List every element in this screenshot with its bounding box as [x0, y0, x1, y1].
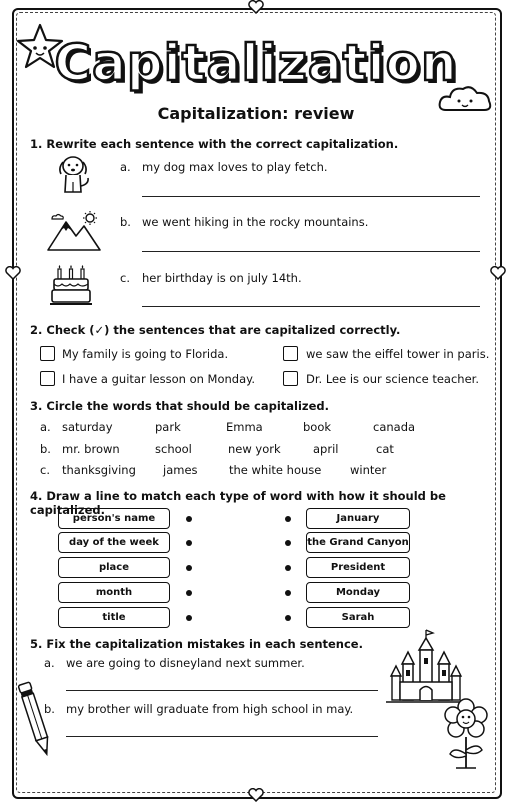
q3-word[interactable]: april: [313, 442, 339, 456]
q3-word[interactable]: new york: [228, 442, 281, 456]
mountains-icon: [46, 210, 102, 252]
q5-sentence-b: my brother will graduate from high school in may.: [66, 702, 354, 716]
match-left-item[interactable]: title: [58, 607, 170, 628]
match-left-item[interactable]: person's name: [58, 508, 170, 529]
q1-sentence-a: my dog max loves to play fetch.: [142, 160, 328, 174]
cake-icon: [50, 264, 92, 308]
q5-answer-line-b[interactable]: [66, 736, 378, 737]
q3-word[interactable]: thanksgiving: [62, 463, 136, 477]
heart-icon: [490, 266, 506, 280]
match-left-item[interactable]: place: [58, 557, 170, 578]
match-right-item[interactable]: Sarah: [306, 607, 410, 628]
q3-word[interactable]: park: [155, 420, 181, 434]
q1-answer-line-b[interactable]: [142, 251, 480, 252]
match-left-item[interactable]: day of the week: [58, 532, 170, 553]
q2-heading: 2. Check (✓) the sentences that are capitalized correctly.: [30, 323, 401, 337]
q1-heading: 1. Rewrite each sentence with the correct capitalization.: [30, 137, 399, 151]
worksheet-subtitle: Capitalization: review: [157, 104, 355, 123]
pencil-icon: [18, 676, 52, 760]
q2-option-3: I have a guitar lesson on Monday.: [62, 372, 255, 386]
q3-word[interactable]: winter: [350, 463, 387, 477]
match-left-dot[interactable]: [186, 565, 192, 571]
checkbox-option-3[interactable]: [40, 371, 55, 386]
q5-letter-b: b.: [44, 702, 55, 716]
match-right-dot[interactable]: [285, 540, 291, 546]
q3-word[interactable]: canada: [373, 420, 416, 434]
q3-letter-c: c.: [40, 463, 50, 477]
q3-word[interactable]: james: [163, 463, 198, 477]
match-right-dot[interactable]: [285, 516, 291, 522]
q1-answer-line-c[interactable]: [142, 306, 480, 307]
match-right-dot[interactable]: [285, 615, 291, 621]
q3-word[interactable]: cat: [376, 442, 394, 456]
q5-answer-line-a[interactable]: [66, 690, 378, 691]
match-right-item[interactable]: Monday: [306, 582, 410, 603]
match-right-dot[interactable]: [285, 590, 291, 596]
checkbox-option-2[interactable]: [283, 346, 298, 361]
heart-icon: [5, 266, 21, 280]
q1-sentence-b: we went hiking in the rocky mountains.: [142, 215, 369, 229]
q5-heading: 5. Fix the capitalization mistakes in each sentence.: [30, 637, 363, 651]
q4-heading: 4. Draw a line to match each type of word with how it should be capitalized.: [30, 489, 446, 517]
q3-word[interactable]: mr. brown: [62, 442, 120, 456]
worksheet-title: Capitalization: [54, 34, 458, 92]
q3-word[interactable]: saturday: [62, 420, 113, 434]
match-right-dot[interactable]: [285, 565, 291, 571]
match-left-dot[interactable]: [186, 540, 192, 546]
q1-letter-b: b.: [120, 215, 131, 229]
match-right-item[interactable]: the Grand Canyon: [306, 532, 410, 553]
match-left-item[interactable]: month: [58, 582, 170, 603]
match-left-dot[interactable]: [186, 590, 192, 596]
dog-icon: [50, 152, 96, 198]
q1-letter-a: a.: [120, 160, 131, 174]
q2-option-2: we saw the eiffel tower in paris.: [306, 347, 490, 361]
match-right-item[interactable]: President: [306, 557, 410, 578]
checkbox-option-4[interactable]: [283, 371, 298, 386]
match-left-dot[interactable]: [186, 615, 192, 621]
match-left-dot[interactable]: [186, 516, 192, 522]
q3-word[interactable]: the white house: [229, 463, 322, 477]
q3-heading: 3. Circle the words that should be capitalized.: [30, 399, 330, 413]
q3-word[interactable]: book: [303, 420, 332, 434]
castle-icon: [386, 628, 466, 704]
q1-sentence-c: her birthday is on july 14th.: [142, 271, 302, 285]
q3-word[interactable]: Emma: [226, 420, 263, 434]
q3-letter-a: a.: [40, 420, 51, 434]
q2-option-1: My family is going to Florida.: [62, 347, 229, 361]
heart-icon: [248, 0, 264, 14]
match-right-item[interactable]: January: [306, 508, 410, 529]
checkbox-option-1[interactable]: [40, 346, 55, 361]
q3-word[interactable]: school: [155, 442, 192, 456]
q1-letter-c: c.: [120, 271, 130, 285]
heart-icon: [248, 788, 264, 802]
flower-icon: [440, 698, 492, 770]
q5-letter-a: a.: [44, 656, 55, 670]
q2-option-4: Dr. Lee is our science teacher.: [306, 372, 479, 386]
q1-answer-line-a[interactable]: [142, 196, 480, 197]
q5-sentence-a: we are going to disneyland next summer.: [66, 656, 305, 670]
q3-letter-b: b.: [40, 442, 51, 456]
